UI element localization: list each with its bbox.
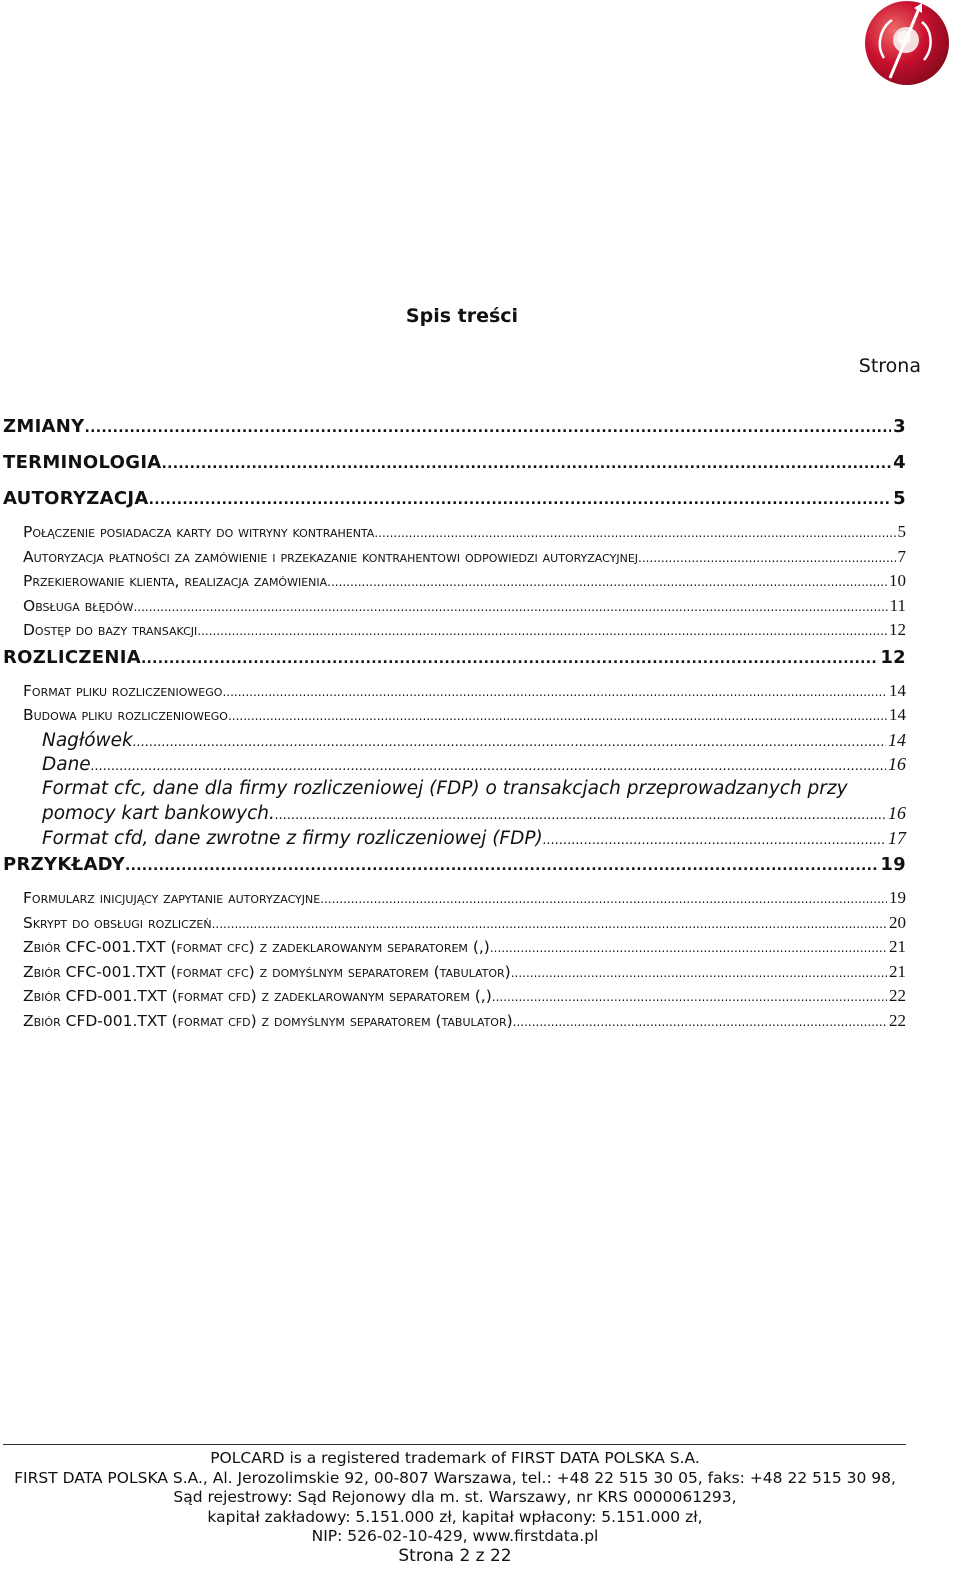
toc-entry[interactable] [3,618,906,643]
toc-entry-page: 22 [889,1010,906,1030]
toc-entry[interactable] [3,886,906,911]
toc-entry-label: Budowa pliku rozliczeniowego [23,706,228,724]
toc-entry[interactable] [3,1009,906,1034]
toc-entry-label: Formularz inicjujący zapytanie autoryzacyjne [23,889,321,907]
toc-entry[interactable] [3,484,906,520]
toc-entry-page: 16 [888,803,906,823]
toc-entry-page: 7 [897,546,906,566]
toc-entry-label: Dostęp do bazy transakcji [23,621,198,639]
document-title: Spis treści [405,305,519,327]
toc-entry-label: Przekierowanie klienta, realizacja zamówienia [23,572,328,590]
toc-entry[interactable] [3,752,906,777]
toc-leader [125,851,878,881]
footer-address: FIRST DATA POLSKA S.A., Al. Jerozolimskie 92, 00-807 Warszawa, tel.: +48 22 515 30 05, faks: +48 22 515 30 98, [14,1468,896,1487]
toc-entry-label: PRZYKŁADY [3,854,125,875]
toc-entry[interactable] [3,801,906,826]
toc-entry-page: 4 [893,452,906,473]
toc-entry-label: Zbiór CFD-001.TXT (format cfd) z domyślnym separatorem (tabulator) [23,1011,513,1030]
toc-leader [85,413,892,443]
toc-entry[interactable] [3,448,906,484]
footer-registry: Sąd rejestrowy: Sąd Rejonowy dla m. st. Warszawy, nr KRS 0000061293, [173,1488,737,1506]
toc-leader [141,644,878,674]
toc-entry[interactable] [3,826,906,851]
toc-entry-page: 14 [889,680,906,700]
toc-entry-page: 17 [888,827,906,848]
toc-entry-label: Zbiór CFC-001.TXT (format cfc) z zadeklarowanym separatorem (,) [23,938,490,956]
footer-capital: kapitał zakładowy: 5.151.000 zł, kapitał wpłacony: 5.151.000 zł, [207,1507,703,1526]
toc-entry-page: 12 [880,646,906,668]
page-column-label: Strona [858,355,921,377]
toc-leader [275,804,886,828]
footer-divider [3,1444,906,1445]
toc-entry-label: Obsługa błędów [23,596,134,615]
toc-entry-label: ROZLICZENIA [3,646,141,668]
toc-entry[interactable] [3,728,906,753]
toc-leader [212,912,887,936]
toc-entry-page: 11 [889,595,906,615]
toc-entry-label: ZMIANY [3,416,85,437]
toc-entry-label: TERMINOLOGIA [3,452,162,473]
company-logo-icon [862,0,952,90]
toc-entry-label: AUTORYZACJA [3,488,149,509]
toc-entry-page: 12 [889,620,906,639]
toc-entry[interactable] [3,935,906,960]
toc-entry-page: 21 [889,937,906,956]
toc-leader [133,731,886,755]
toc-entry[interactable] [3,703,906,728]
toc-entry[interactable] [3,545,906,570]
page-footer [0,1449,910,1566]
toc-leader [149,485,892,515]
toc-leader [374,521,895,545]
toc-leader [327,570,887,594]
toc-entry-page: 5 [897,522,906,541]
toc-entry-label: Nagłówek [42,729,133,751]
toc-entry-page: 14 [888,729,906,750]
toc-leader [513,1010,887,1034]
toc-entry-label: Połączenie posiadacza karty do witryny kontrahenta [23,523,375,541]
toc-entry-label: Format cfd, dane zwrotne z firmy rozliczeniowej (FDP) [42,827,543,849]
toc-entry[interactable] [3,594,906,619]
toc-entry-page: 19 [880,854,906,875]
toc-entry-label: Zbiór CFD-001.TXT (format cfd) z zadeklarowanym separatorem (,) [23,987,492,1005]
toc-entry-label: Format pliku rozliczeniowego [23,681,223,700]
toc-leader [320,887,887,911]
toc-entry-page: 20 [889,912,906,932]
toc-entry[interactable] [3,412,906,448]
toc-entry-page: 14 [889,705,906,724]
toc-entry[interactable] [3,911,906,936]
toc-entry[interactable] [3,850,906,886]
toc-entry[interactable] [3,520,906,545]
toc-leader [543,829,886,853]
toc-entry[interactable] [3,984,906,1009]
toc-leader [638,546,895,570]
toc-leader [162,449,892,479]
toc-entry-page: 21 [889,961,906,981]
toc-leader [222,680,887,704]
toc-leader [492,985,887,1009]
table-of-contents [3,412,906,1033]
toc-entry-page: 16 [888,754,906,774]
toc-entry[interactable] [3,569,906,594]
toc-entry[interactable] [3,960,906,985]
footer-nip: NIP: 526-02-10-429, www.firstdata.pl [311,1527,599,1545]
toc-leader [511,961,887,985]
toc-entry-page: 22 [889,986,906,1005]
toc-entry-page: 3 [893,416,906,437]
toc-leader [228,704,887,728]
toc-leader [197,619,887,643]
toc-entry-label: Dane [42,754,91,775]
toc-entry-label: Autoryzacja płatności za zamówienie i przekazanie kontrahentowi odpowiedzi autoryzacyjnej [23,547,639,566]
toc-leader [133,595,887,619]
toc-entry-first-line[interactable]: Format cfc, dane dla firmy rozliczeniowej (FDP) o transakcjach przeprowadzanych przy [42,777,848,799]
toc-leader [490,936,887,960]
toc-entry-label: Skrypt do obsługi rozliczeń [23,913,212,932]
toc-entry-label: pomocy kart bankowych. [42,803,275,824]
footer-trademark: POLCARD is a registered trademark of FIRST DATA POLSKA S.A. [210,1449,700,1467]
toc-leader [91,755,886,779]
toc-entry[interactable] [3,643,906,679]
toc-entry-page: 19 [889,888,906,907]
page-number: Strona 2 z 22 [398,1545,512,1566]
toc-entry[interactable] [3,679,906,704]
toc-entry-label: Zbiór CFC-001.TXT (format cfc) z domyślnym separatorem (tabulator) [23,962,511,981]
toc-entry-page: 5 [893,488,906,509]
toc-entry-page: 10 [889,571,906,590]
